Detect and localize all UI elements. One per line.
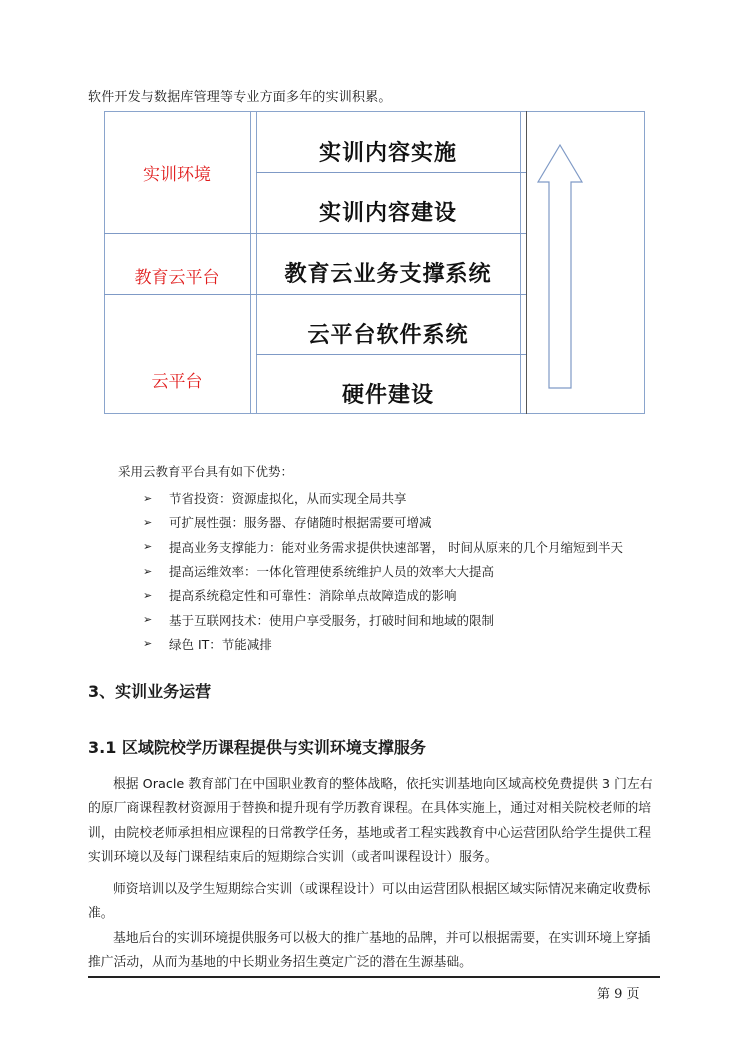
layer-item-hardware: 硬件建设 bbox=[341, 383, 434, 408]
arrow-bullet-icon: ➢ bbox=[143, 491, 153, 505]
layer-item-content-build: 实训内容建设 bbox=[318, 201, 457, 226]
layer-item-cloud-software: 云平台软件系统 bbox=[307, 323, 469, 348]
row-divider bbox=[104, 233, 526, 234]
column-divider bbox=[520, 111, 521, 414]
list-item: ➢ 绿色 IT：节能减排 bbox=[143, 636, 272, 652]
arrow-bullet-icon: ➢ bbox=[143, 515, 153, 529]
list-item: ➢ 提高运维效率：一体化管理使系统维护人员的效率大大提高 bbox=[143, 564, 495, 580]
list-item: ➢ 节省投资：资源虚拟化，从而实现全局共享 bbox=[143, 491, 407, 507]
section-heading: 3、实训业务运营 bbox=[88, 682, 212, 701]
list-item: ➢ 基于互联网技术：使用户享受服务，打破时间和地域的限制 bbox=[143, 612, 495, 628]
row-divider bbox=[256, 354, 526, 355]
advantages-list bbox=[143, 486, 623, 656]
list-item: ➢ 可扩展性强：服务器、存储随时根据需要可增减 bbox=[143, 515, 432, 531]
intro-text: 软件开发与数据库管理等专业方面多年的实训积累。 bbox=[88, 90, 392, 105]
arrow-bullet-icon: ➢ bbox=[143, 613, 153, 627]
arrow-bullet-icon: ➢ bbox=[143, 540, 153, 554]
layer-label-edu-cloud: 教育云平台 bbox=[134, 268, 220, 288]
layer-label-training-env: 实训环境 bbox=[143, 165, 211, 185]
list-item: ➢ 提高业务支撑能力：能对业务需求提供快速部署， 时间从原来的几个月缩短到半天 bbox=[143, 539, 623, 555]
arrow-bullet-icon: ➢ bbox=[143, 564, 153, 578]
subsection-heading: 3.1 区域院校学历课程提供与实训环境支撑服务 bbox=[88, 738, 426, 757]
layer-label-cloud-platform: 云平台 bbox=[151, 372, 203, 392]
up-arrow-icon bbox=[526, 111, 645, 414]
row-divider bbox=[104, 294, 526, 295]
layer-item-content-impl: 实训内容实施 bbox=[318, 141, 457, 166]
list-item: ➢ 提高系统稳定性和可靠性：消除单点故障造成的影响 bbox=[143, 588, 457, 604]
layer-diagram bbox=[104, 111, 645, 414]
row-divider bbox=[256, 172, 526, 173]
footer-divider bbox=[88, 976, 660, 978]
arrow-bullet-icon: ➢ bbox=[143, 588, 153, 602]
column-divider bbox=[250, 111, 251, 414]
paragraph: 基地后台的实训环境提供服务可以极大的推广基地的品牌，并可以根据需要，在实训环境上穿插推广活动，从而为基地的中长期业务招生奠定广泛的潜在生源基础。 bbox=[88, 931, 651, 971]
arrow-bullet-icon: ➢ bbox=[143, 637, 153, 651]
paragraph: 根据 Oracle 教育部门在中国职业教育的整体战略，依托实训基地向区域高校免费提供 3 门左右的原厂商课程教材资源用于替换和提升现有学历教育课程。在具体实施上，通过对相关院校老师的培训，由院校老师承担相应课程的日常教学任务，基地或者工程实践教育中心运营团队给学生提供工程实训环境以及每门课程结束后的短期综合实训（或者叫课程设计）服务。 bbox=[88, 777, 653, 865]
paragraph: 师资培训以及学生短期综合实训（或课程设计）可以由运营团队根据区域实际情况来确定收费标准。 bbox=[88, 882, 651, 922]
layer-item-edu-support: 教育云业务支撑系统 bbox=[284, 262, 492, 287]
advantages-lead: 采用云教育平台具有如下优势： bbox=[118, 464, 294, 479]
page-number: 第 9 页 bbox=[597, 987, 640, 1002]
